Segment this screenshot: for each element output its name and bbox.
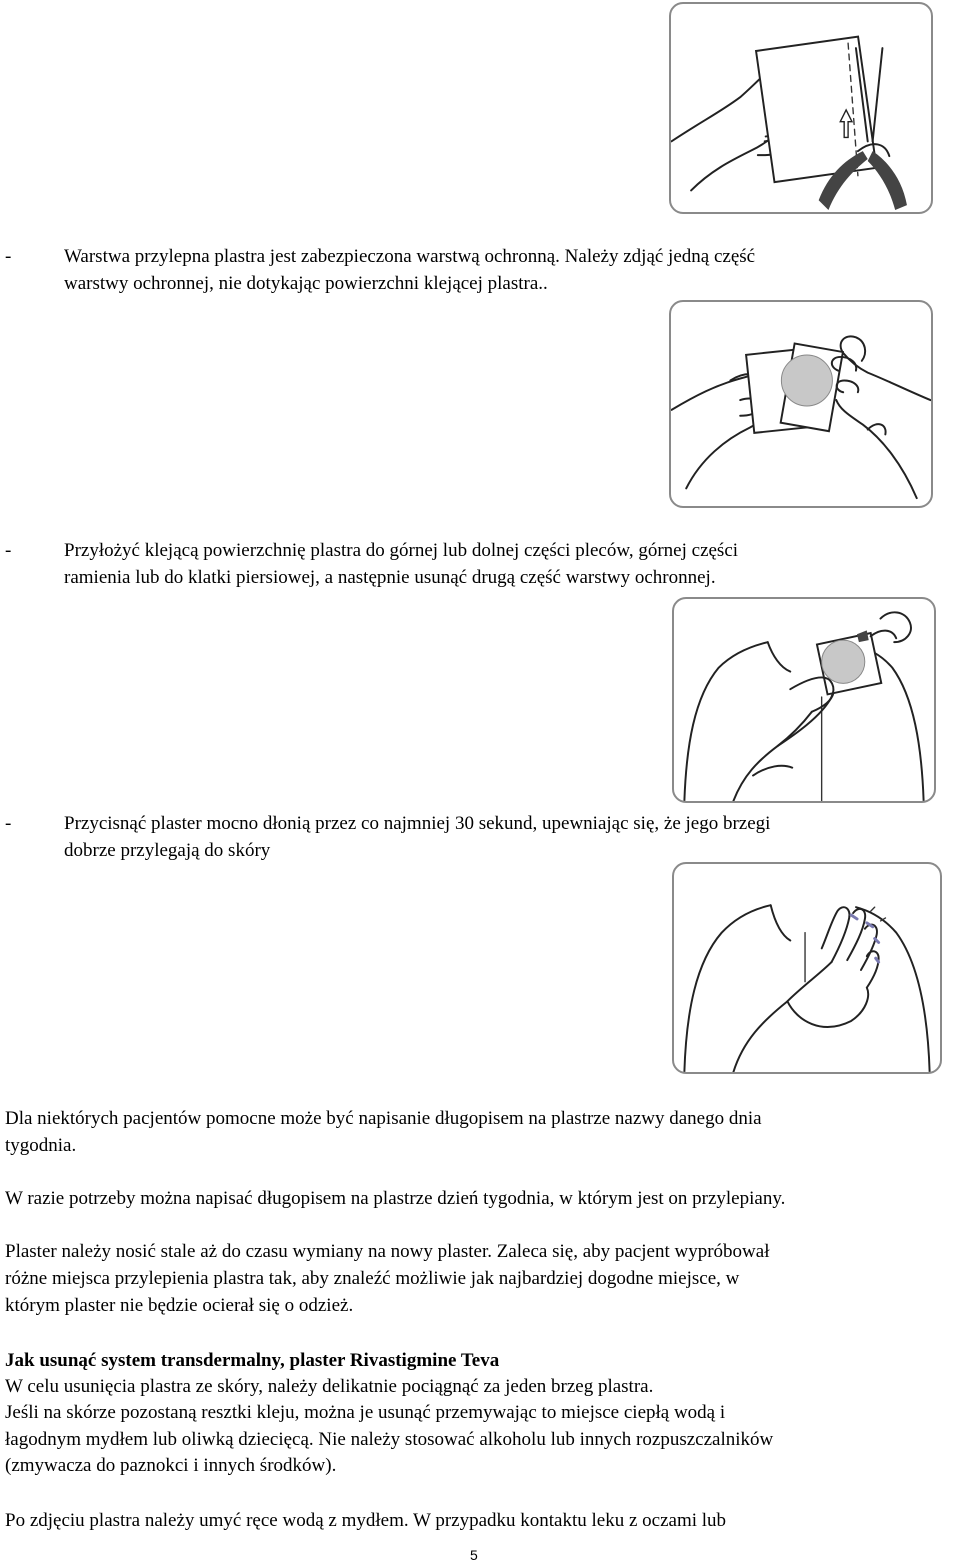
hands-peel-icon (671, 302, 931, 506)
step1-line1: Warstwa przylepna plastra jest zabezpieczona warstwą ochronną. Należy zdjąć jedną część (64, 246, 756, 267)
step3-line2: dobrze przylegają do skóry (64, 840, 271, 861)
step3-line1: Przycisnąć plaster mocno dłonią przez co najmniej 30 sekund, upewniając się, że jego brzegi (64, 813, 771, 834)
paragraph-4-line-4: (zmywacza do paznokci i innych środków). (5, 1455, 337, 1476)
step1-dash: - (5, 246, 12, 267)
section-heading: Jak usunąć system transdermalny, plaster Rivastigmine Teva (5, 1350, 500, 1371)
paragraph-1-line-1: Dla niektórych pacjentów pomocne może być napisanie długopisem na plastrze nazwy danego dnia (5, 1108, 762, 1129)
step2-dash: - (5, 540, 12, 561)
paragraph-4-line-2: Jeśli na skórze pozostaną resztki kleju, można je usunąć przemywając to miejsce ciepłą wodą i (5, 1402, 726, 1423)
paragraph-2: W razie potrzeby można napisać długopisem na plastrze dzień tygodnia, w którym jest on przylepiany. (5, 1188, 786, 1209)
paragraph-1-line-2: tygodnia. (5, 1135, 77, 1156)
illustration-peel-liner (669, 300, 933, 508)
hands-scissors-icon (671, 4, 931, 212)
illustration-press-patch (672, 862, 942, 1074)
step1-line2: warstwy ochronnej, nie dotykając powierzchni klejącej plastra.. (64, 273, 548, 294)
paragraph-3-line-3: którym plaster nie będzie ocierał się o odzież. (5, 1295, 354, 1316)
paragraph-4-line-1: W celu usunięcia plastra ze skóry, należy delikatnie pociągnąć za jeden brzeg plastra. (5, 1376, 654, 1397)
illustration-apply-patch (672, 597, 936, 803)
paragraph-3-line-2: różne miejsca przylepienia plastra tak, aby znaleźć możliwie jak najbardziej dogodne miejsce, w (5, 1268, 740, 1289)
paragraph-5: Po zdjęciu plastra należy umyć ręce wodą z mydłem. W przypadku kontaktu leku z oczami lub (5, 1510, 727, 1531)
illustration-cut-sachet (669, 2, 933, 214)
step2-line2: ramienia lub do klatki piersiowej, a następnie usunąć drugą część warstwy ochronnej. (64, 567, 716, 588)
step2-line1: Przyłożyć klejącą powierzchnię plastra do górnej lub dolnej części pleców, górnej części (64, 540, 739, 561)
torso-apply-patch-icon (674, 599, 934, 801)
paragraph-3-line-1: Plaster należy nosić stale aż do czasu wymiany na nowy plaster. Zaleca się, aby pacjent wypróbował (5, 1241, 770, 1262)
torso-press-hand-icon (674, 864, 940, 1072)
step3-dash: - (5, 813, 12, 834)
page-number: 5 (470, 1547, 478, 1563)
paragraph-4-line-3: łagodnym mydłem lub oliwką dziecięcą. Nie należy stosować alkoholu lub innych rozpuszczalników (5, 1429, 774, 1450)
